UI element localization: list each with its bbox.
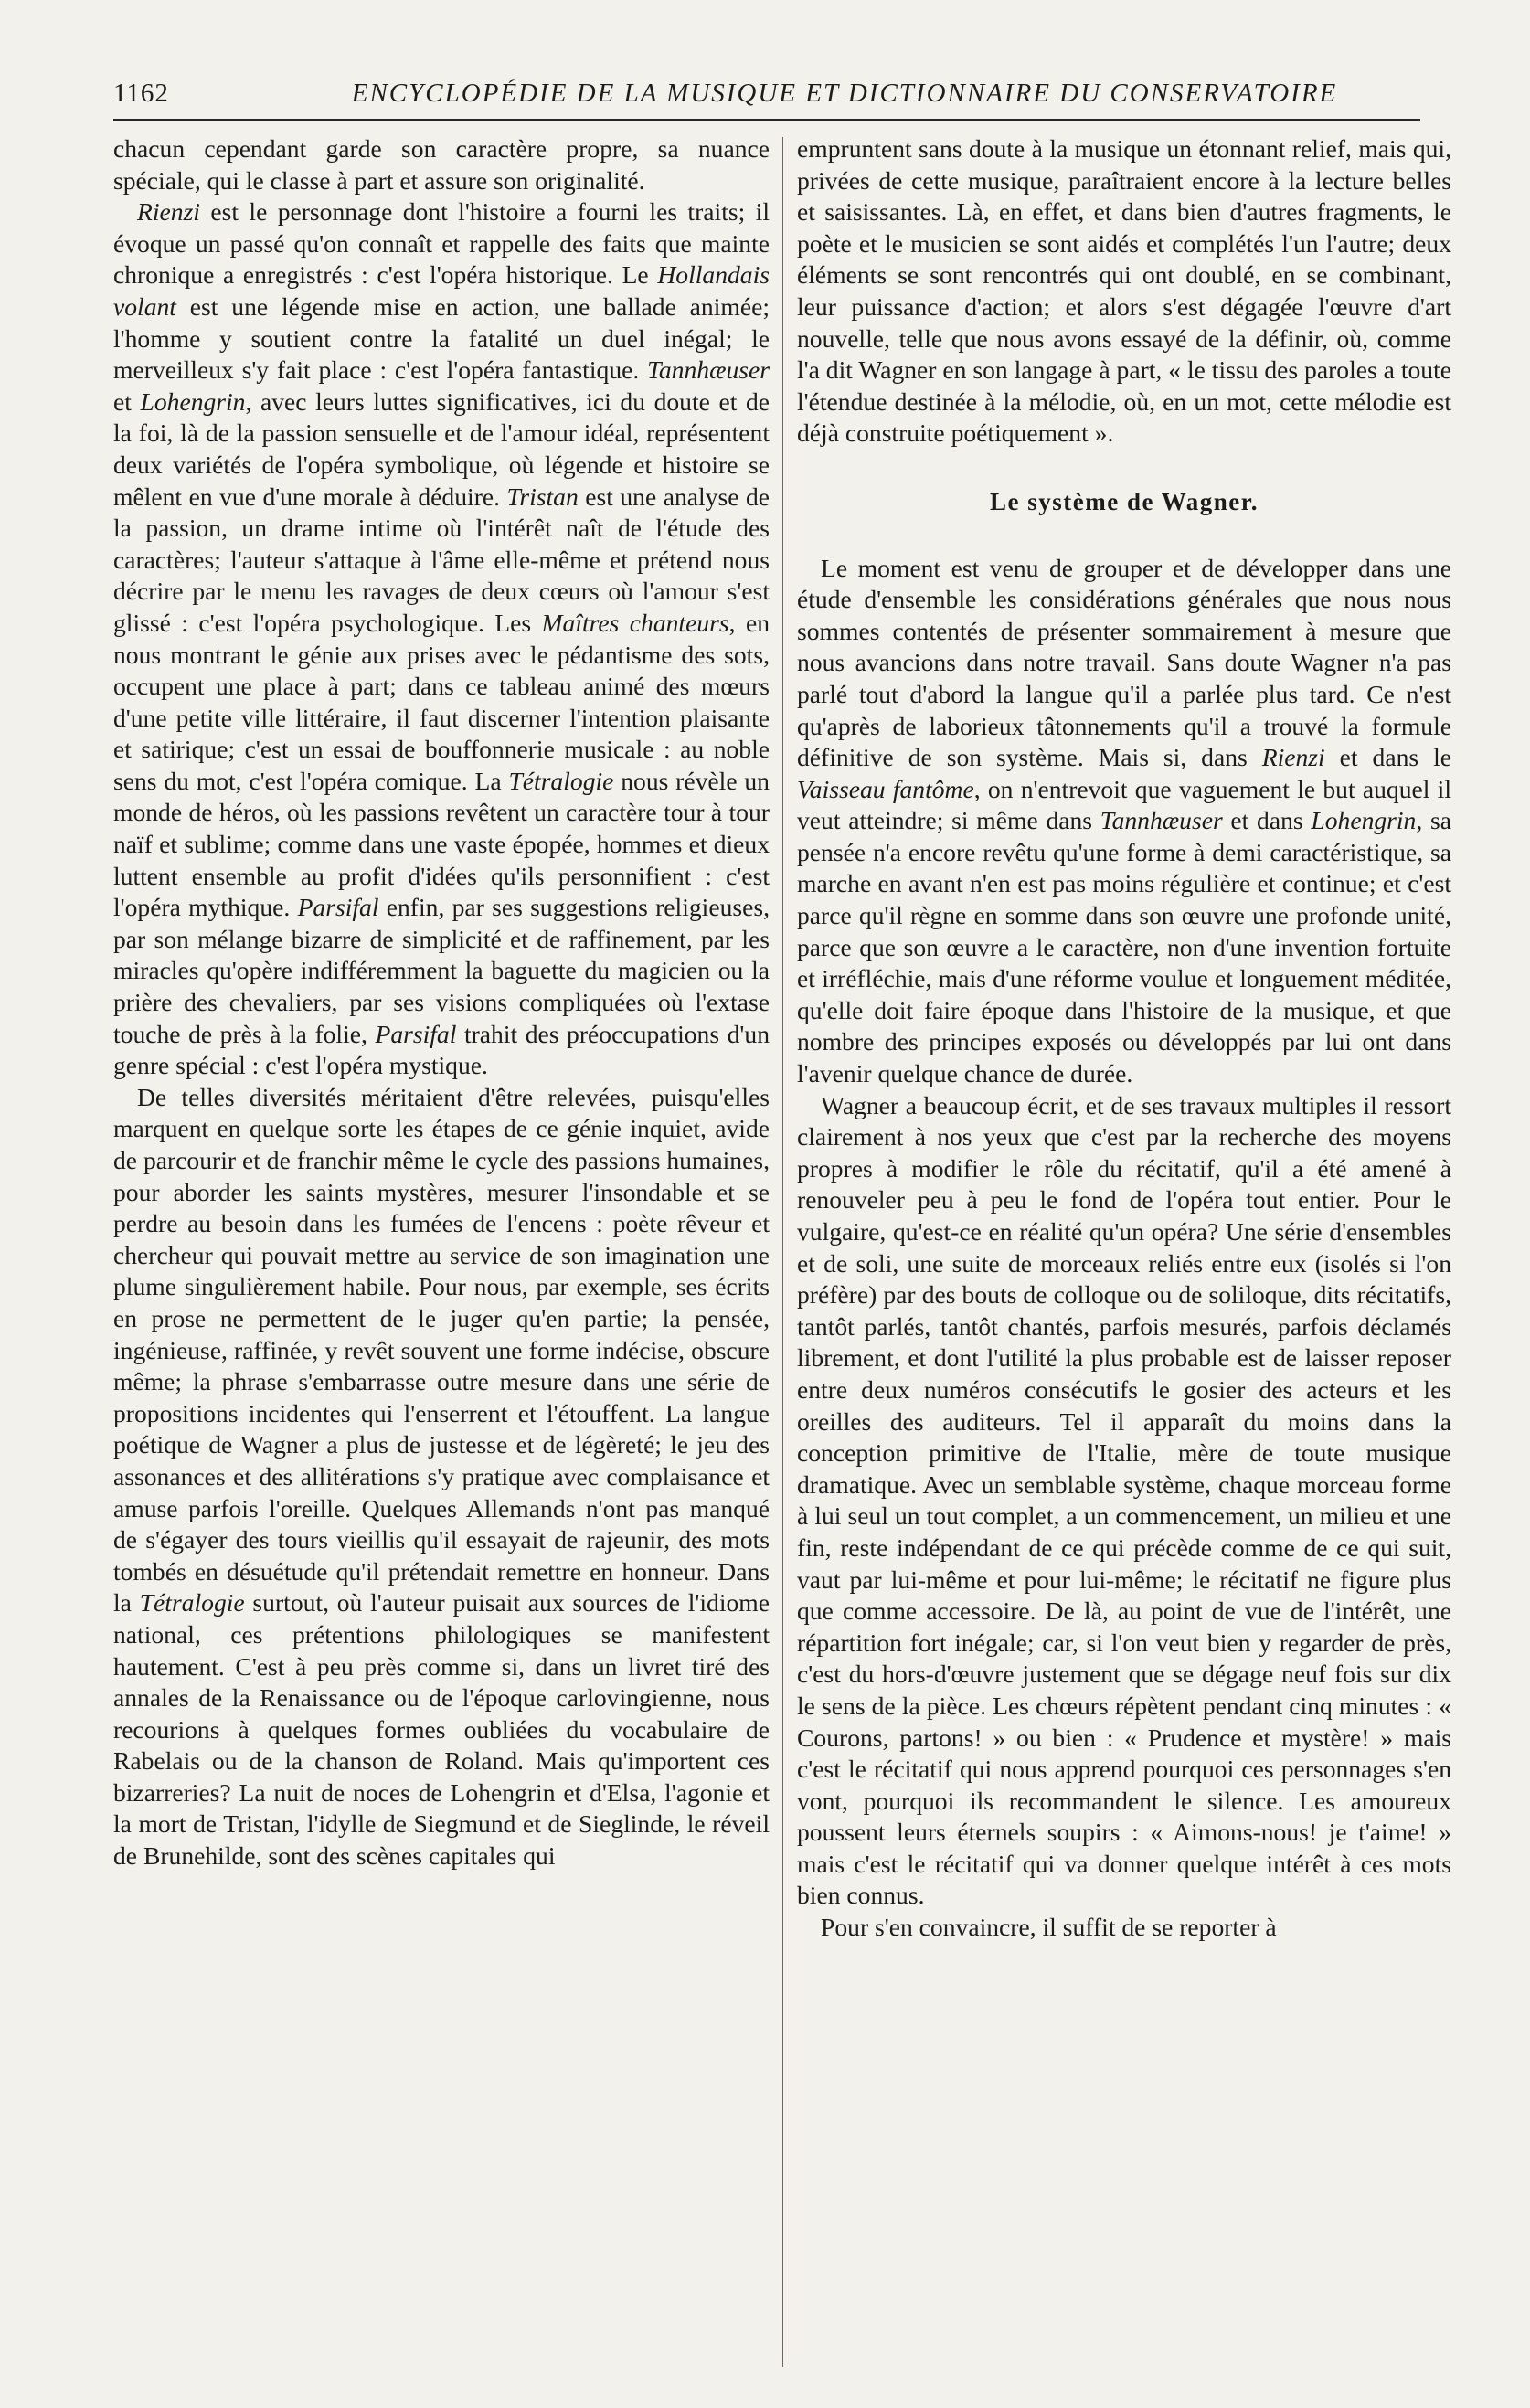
text-run: De telles diversités méritaient d'être relevées, puisqu'elles marquent en quelque sorte les étapes de ce génie inquiet, avide de parcourir et de franchir même le cycle des passions humaines, pour aborder les saints mystères, mesurer l'insondable et se perdre au besoin dans les fumées de l'encens : poète rêveur et chercheur qui pouvait mettre au service de son imagination une plume singulièrement habile. Pour nous, par exemple, ses écrits en prose ne permettent de le juger qu'en partie; la pensée, ingénieuse, raffinée, y revêt souvent une forme indécise, obscure même; la phrase s'embarrasse outre mesure dans une série de propositions incidentes qui l'enserrent et l'étouffent. La langue poétique de Wagner a plus de justesse et de légèreté; le jeu des assonances et des allitérations s'y pratique avec complaisance et amuse parfois l'oreille. Quelques Allemands n'ont pas manqué de s'égayer des tours vieillis qu'il essayait de rajeunir, des mots tombés en désuétude qu'il prétendait remettre en honneur. Dans la [113, 1082, 770, 1618]
italic-title: Vaisseau fantôme [797, 774, 974, 803]
paragraph: Pour s'en convaincre, il suffit de se reporter à [821, 1913, 1277, 1942]
page-header [113, 75, 1420, 121]
text-run: est le personnage dont l'histoire a fourni les traits; il évoque un passé qu'on connaît et rappelle des faits que mainte chronique a enregistrés : c'est l'opéra historique. Le [113, 197, 770, 290]
text-run: , en nous montrant le génie aux prises avec le pédantisme des sots, occupent une place à part; dans ce tableau animé des mœurs d'une petite ville littéraire, il faut discerner l'intention plaisante et satirique; c'est un essai de bouffonnerie musicale : au noble sens du mot, c'est l'opéra comique. La [113, 608, 770, 795]
column-divider [782, 137, 783, 2367]
italic-title: Lohengrin [140, 387, 246, 416]
paragraph: empruntent sans doute à la musique un étonnant relief, mais qui, privées de cette musique, paraîtraient encore à la lecture belles et saisissantes. Là, en effet, et dans bien d'autres fragments, le poète et le musicien se sont aidés et complétés l'un l'autre; deux éléments se sont rencontrés qui ont doublé, en se combinant, leur puissance d'action; et alors s'est dégagée l'œuvre d'art nouvelle, telle que nous avons essayé de la définir, où, comme l'a dit Wagner en son langage à part, « le tissu des paroles a toute l'étendue destinée à la mélodie, où, en un mot, cette mélodie est déjà construite poétiquement ». [797, 134, 1451, 448]
right-column [797, 133, 1451, 1944]
italic-title: Tétralogie [508, 766, 614, 795]
text-run: et dans [1222, 806, 1312, 835]
text-run: Le moment est venu de grouper et de développer dans une étude d'ensemble les considérations générales que nous nous sommes contentés de présenter sommairement à mesure que nous avancions dans notre travail. Sans doute Wagner n'a pas parlé tout d'abord la langue qu'il a parlée plus tard. Ce n'est qu'après de laborieux tâtonnements qu'il a trouvé la formule définitive de son système. Mais si, dans [797, 553, 1451, 772]
text-run: , avec leurs luttes significatives, ici du doute et de la foi, là de la passion sensuelle et de l'amour idéal, représentent deux variétés de l'opéra symbolique, où légende et histoire se mêlent en vue d'une morale à déduire. [113, 387, 770, 511]
page-number: 1162 [113, 79, 169, 108]
text-run: surtout, où l'auteur puisait aux sources de l'idiome national, ces prétentions philologiques se manifestent hautement. C'est à peu près comme si, dans un livret tiré des annales de la Renaissance ou de l'époque carlovingienne, nous recourions à quelques formes oubliées du vocabulaire de Rabelais ou de la chanson de Roland. Mais qu'importent ces bizarreries? La nuit de noces de Lohengrin et d'Elsa, l'agonie et la mort de Tristan, l'idylle de Siegmund et de Sieglinde, le réveil de Brunehilde, sont des scènes capitales qui [113, 1588, 770, 1871]
paragraph: Wagner a beaucoup écrit, et de ses travaux multiples il ressort clairement à nos yeux que c'est par la recherche des moyens propres à modifier le rôle du récitatif, qu'il a été amené à renouveler peu à peu le fond de l'opéra tout entier. Pour le vulgaire, qu'est-ce en réalité qu'un opéra? Une série d'ensembles et de soli, une suite de morceaux reliés entre eux (isolés si l'on préfère) par des bouts de colloque ou de soliloque, dits récitatifs, tantôt parlés, tantôt chantés, parfois mesurés, parfois déclamés librement, et dont l'utilité la plus probable est de laisser reposer entre deux numéros consécutifs le gosier des acteurs et les oreilles des auditeurs. Tel il apparaît du moins dans la conception primitive de l'Italie, mère de toute musique dramatique. Avec un semblable système, chaque morceau forme à lui seul un tout complet, a un commencement, un milieu et une fin, reste indépendant de ce qui précède comme de ce qui suit, vaut par lui-même et pour lui-même; le récitatif ne figure plus que comme accessoire. De là, au point de vue de l'intérêt, une répartition fort inégale; car, si l'on veut bien y regarder de près, c'est du hors-d'œuvre justement que se dégage neuf fois sur dix le sens de la pièce. Les chœurs répètent pendant cinq minutes : « Courons, partons! » ou bien : « Prudence et mystère! » mais c'est le récitatif qui nous apprend pourquoi ces personnages s'en vont, pourquoi ils recommandent le silence. Les amoureux poussent leurs éternels soupirs : « Aimons-nous! je t'aime! » mais c'est le récitatif qui va donner quelque intérêt à ces mots bien connus. [797, 1090, 1451, 1910]
paragraph: chacun cependant garde son caractère propre, sa nuance spéciale, qui le classe à part et assure son originalité. [113, 134, 770, 195]
text-run: , on n'entrevoit que vaguement le but auquel il veut atteindre; si même dans [797, 774, 1452, 835]
running-title: ENCYCLOPÉDIE DE LA MUSIQUE ET DICTIONNAIRE DU CONSERVATOIRE [351, 79, 1338, 108]
section-heading: Le système de Wagner. [990, 487, 1259, 515]
text-run: est une analyse de la passion, un drame intime où l'intérêt naît de l'étude des caractères; l'auteur s'attaque à l'âme elle-même et prétend nous décrire par le menu les ravages de deux cœurs où l'amour s'est glissé : c'est l'opéra psychologique. Les [113, 482, 770, 637]
text-run: nous révèle un monde de héros, où les passions revêtent un caractère tour à tour naïf et sublime; comme dans une vaste épopée, hommes et dieux luttent ensemble au profit d'idées qu'ils personnifient : c'est l'opéra mythique. [113, 766, 770, 922]
italic-title: Tétralogie [139, 1588, 245, 1618]
italic-title: Maîtres chanteurs [541, 608, 729, 637]
left-column [113, 133, 770, 1872]
text-run: et dans le [1324, 743, 1451, 772]
italic-title: Lohengrin [1311, 806, 1417, 835]
italic-title: Tannhæuser [647, 355, 770, 385]
italic-title: Tristan [506, 482, 579, 511]
text-run: trahit des préoccupations d'un genre spécial : c'est l'opéra mystique. [113, 1019, 770, 1080]
text-run: , sa pensée n'a encore revêtu qu'une forme à demi caractéristique, sa marche en avant n'en est pas moins régulière et continue; et c'est parce qu'il règne en somme dans son œuvre une profonde unité, parce que son œuvre a le caractère, non d'une invention fortuite et irréfléchie, mais d'une réforme voulue et longuement méditée, qu'elle doit faire époque dans l'histoire de la musique, et que nombre des principes exposés ou développés par lui ont dans l'avenir quelque chance de durée. [797, 806, 1451, 1088]
italic-title: Tannhæuser [1100, 806, 1223, 835]
italic-title: Parsifal [297, 893, 379, 922]
italic-title: Hollandais volant [113, 260, 770, 321]
italic-title: Rienzi [1261, 743, 1325, 772]
italic-title: Rienzi [137, 197, 200, 227]
italic-title: Parsifal [375, 1019, 457, 1048]
text-run: enfin, par ses suggestions religieuses, par son mélange bizarre de simplicité et de raffinement, par les miracles qu'opère indifféremment la baguette du magicien ou la prière des chevaliers, par ses visions compliquées où l'extase touche de près à la folie, [113, 893, 770, 1048]
text-run: et [113, 387, 141, 416]
paragraph [797, 553, 1451, 1090]
text-run: est une légende mise en action, une ballade animée; l'homme y soutient contre la fatalité un duel inégal; le merveilleux s'y fait place : c'est l'opéra fantastique. [113, 292, 770, 385]
paragraph [113, 1082, 770, 1872]
paragraph [113, 196, 770, 1082]
